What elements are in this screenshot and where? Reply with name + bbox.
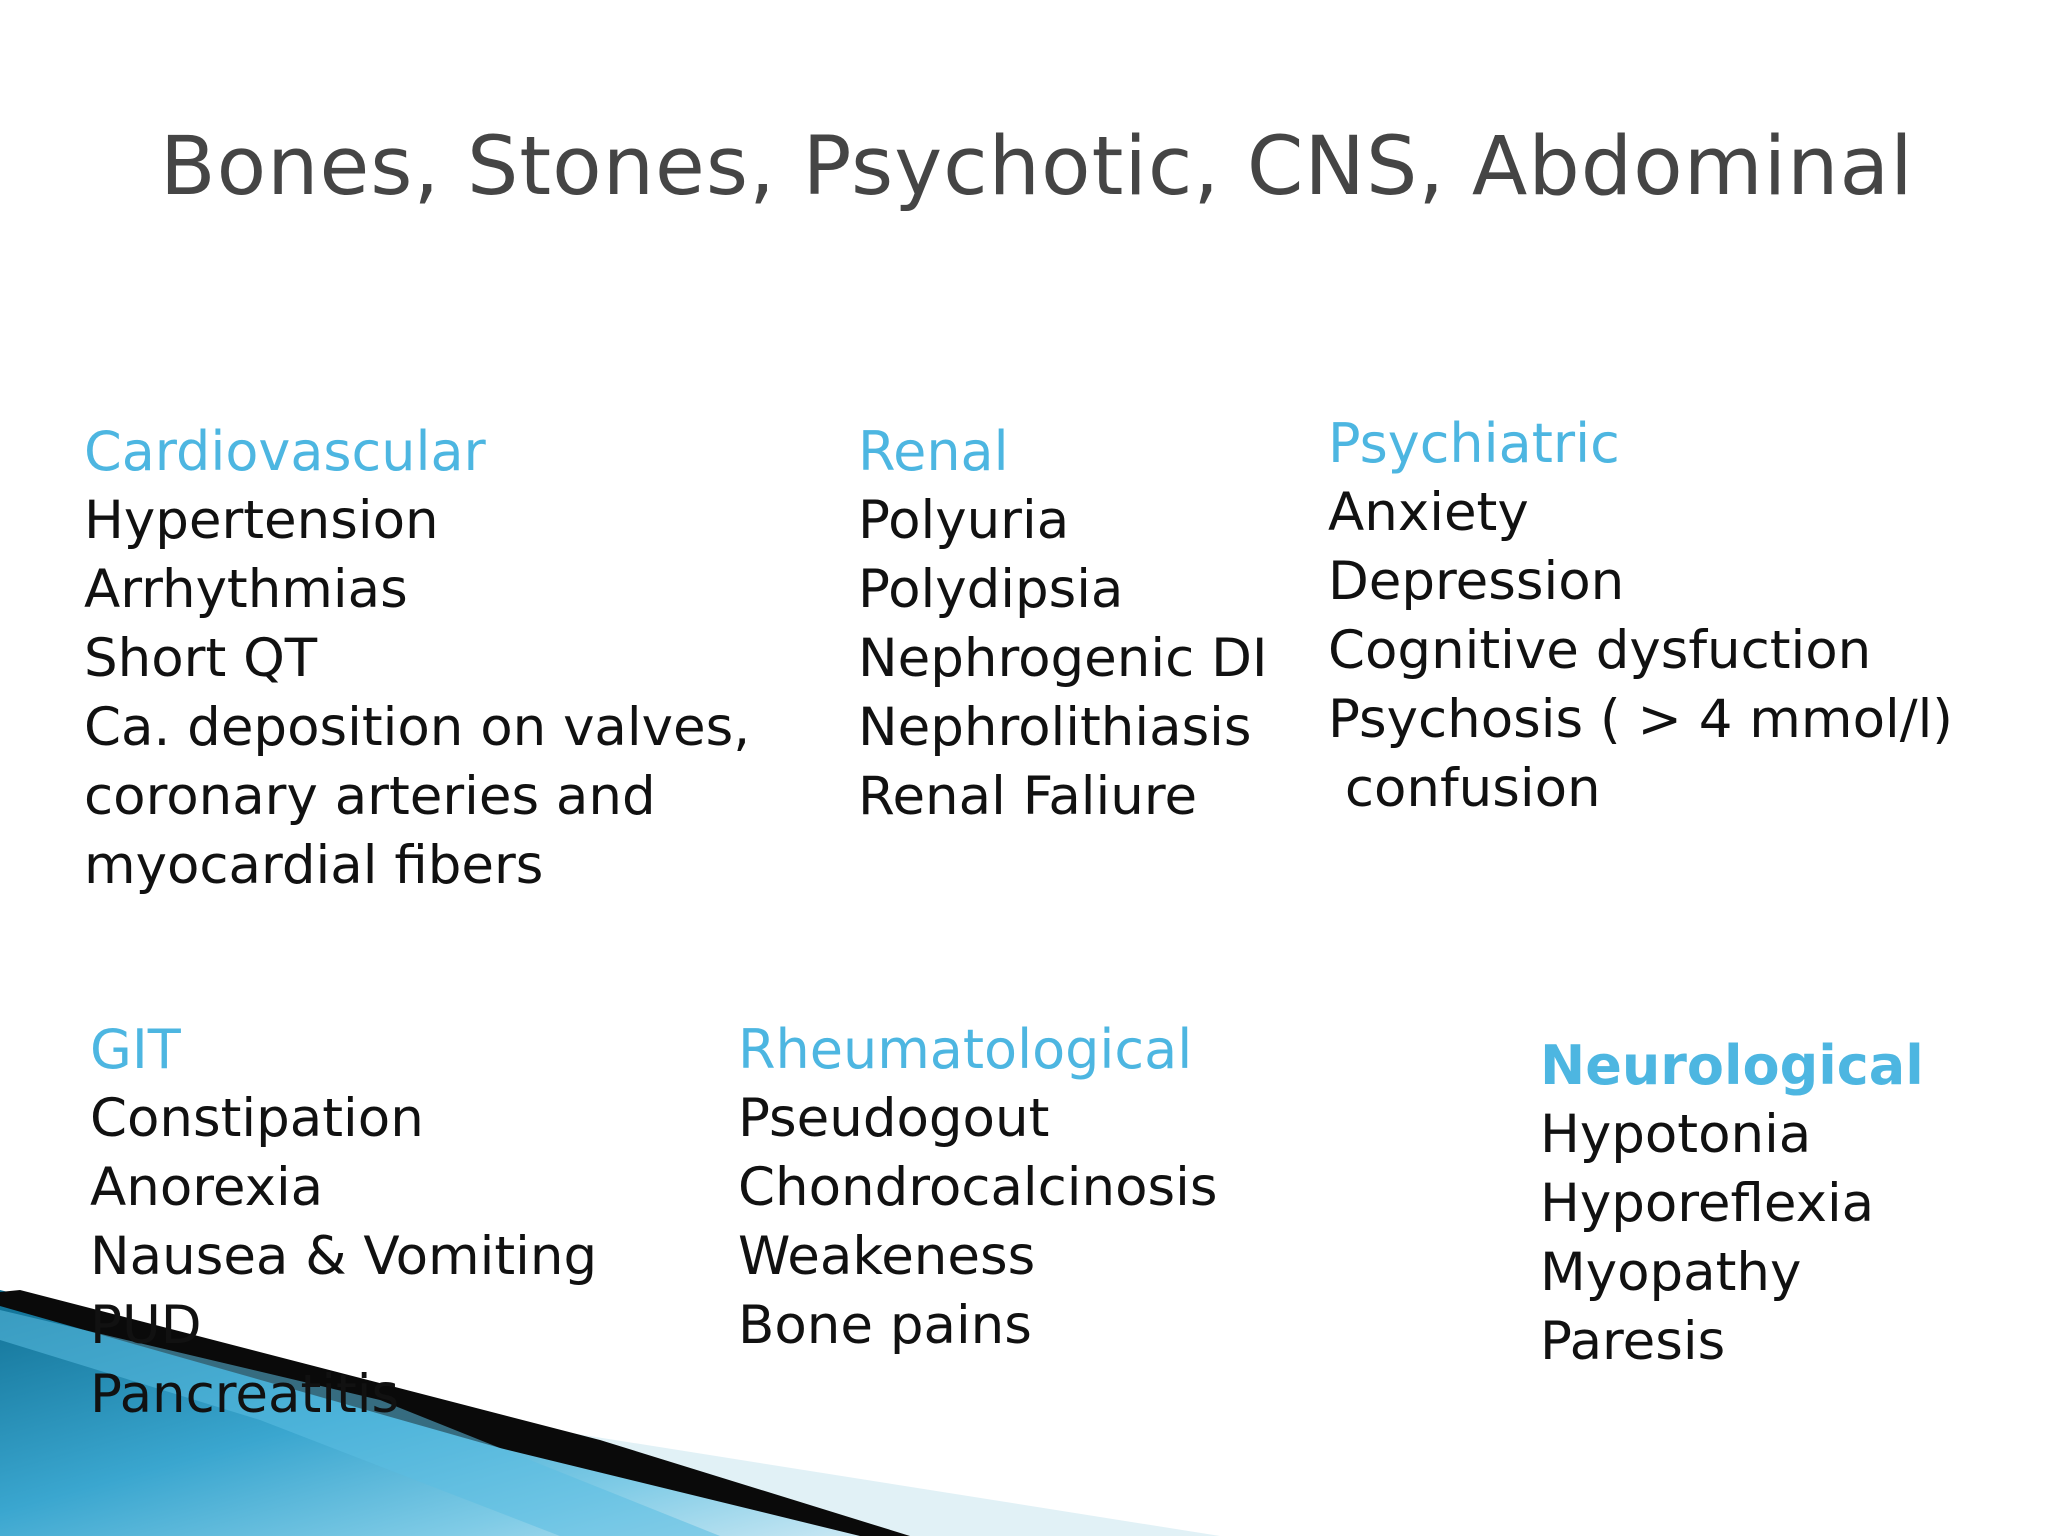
renal-item: Renal Faliure [858,766,1198,827]
renal-item: Nephrogenic DI [858,628,1268,689]
git-item: Anorexia [90,1157,324,1218]
neurological-heading: Neurological [1540,1034,1924,1097]
slide-title: Bones, Stones, Psychotic, CNS, Abdominal [160,120,1914,214]
psychiatric-item: Cognitive dysfuction [1328,620,1872,681]
cardiovascular-item: coronary arteries and [84,766,656,827]
rheumatological-group [738,1015,1217,1360]
cardiovascular-item: myocardial fibers [84,835,544,896]
rheumatological-heading: Rheumatological [738,1018,1193,1081]
psychiatric-item: Psychosis ( > 4 mmol/l) [1328,689,1953,750]
git-item: PUD [90,1295,202,1356]
neurological-group [1540,1031,1924,1376]
psychiatric-group [1328,409,1953,823]
cardiovascular-group [84,417,750,900]
git-item: Nausea & Vomiting [90,1226,598,1287]
git-heading: GIT [90,1018,181,1081]
neurological-item: Hyporeflexia [1540,1173,1875,1234]
psychiatric-heading: Psychiatric [1328,412,1620,475]
renal-heading: Renal [858,420,1009,483]
cardiovascular-item: Hypertension [84,490,439,551]
cardiovascular-item: Ca. deposition on valves, [84,697,751,758]
git-group [90,1015,597,1429]
rheumatological-item: Chondrocalcinosis [738,1157,1218,1218]
cardiovascular-item: Arrhythmias [84,559,408,620]
rheumatological-item: Pseudogout [738,1088,1050,1149]
git-item: Pancreatitis [90,1364,400,1425]
psychiatric-item: Depression [1328,551,1625,612]
renal-group [858,417,1268,831]
psychiatric-item: confusion [1328,758,1601,819]
cardiovascular-heading: Cardiovascular [84,420,486,483]
psychiatric-item: Anxiety [1328,482,1529,543]
neurological-item: Hypotonia [1540,1104,1812,1165]
rheumatological-item: Weakeness [738,1226,1036,1287]
rheumatological-item: Bone pains [738,1295,1032,1356]
renal-item: Polydipsia [858,559,1124,620]
neurological-item: Paresis [1540,1311,1726,1372]
renal-item: Nephrolithiasis [858,697,1252,758]
renal-item: Polyuria [858,490,1070,551]
cardiovascular-item: Short QT [84,628,318,689]
git-item: Constipation [90,1088,424,1149]
neurological-item: Myopathy [1540,1242,1802,1303]
